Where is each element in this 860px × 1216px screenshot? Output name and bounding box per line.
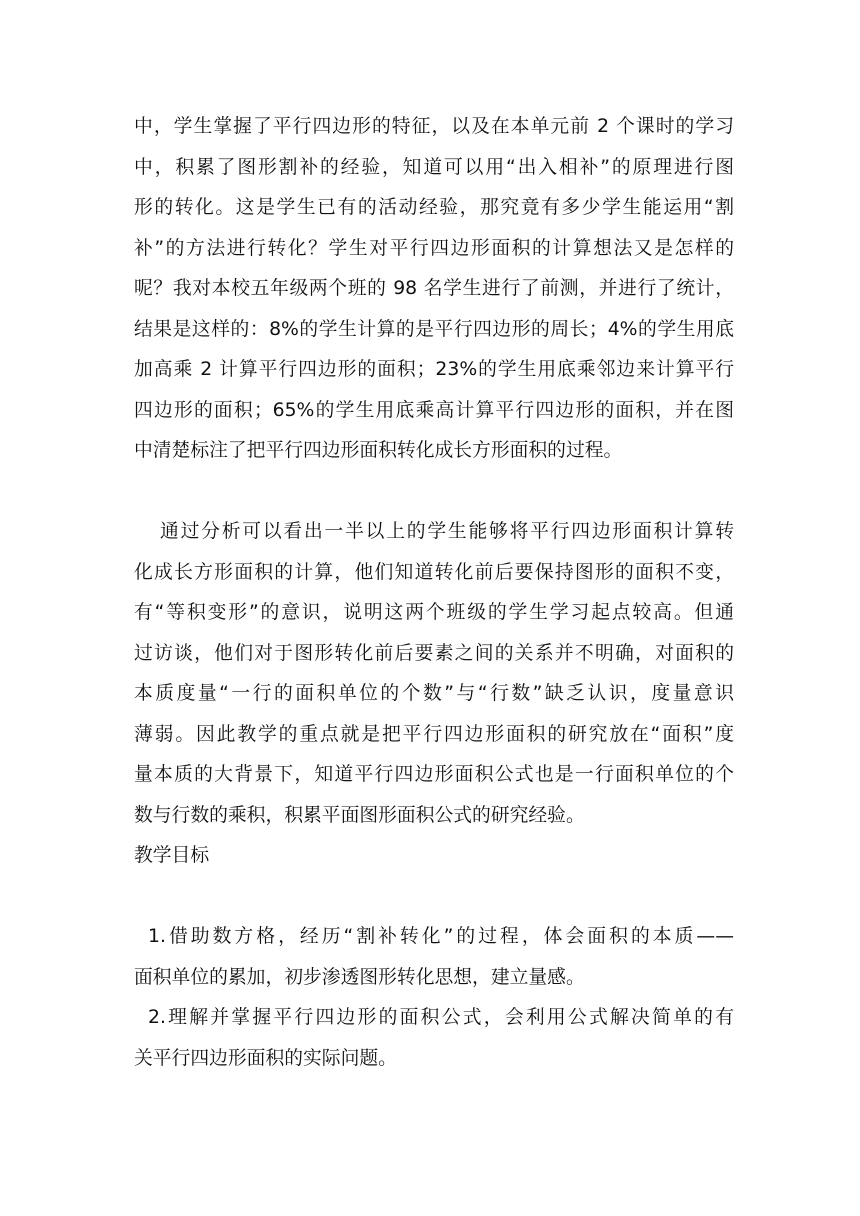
text-line: 有“等积变形”的意识，说明这两个班级的学生学习起点较高。但通 <box>134 602 734 623</box>
text-line: 薄弱。因此教学的重点就是把平行四边形面积的研究放在“面积”度 <box>134 723 734 745</box>
teaching-goal-1 <box>134 917 734 998</box>
paragraph-learning-start-analysis <box>134 512 734 836</box>
teaching-goal-2 <box>134 998 734 1079</box>
text-line: 过访谈，他们对于图形转化前后要素之间的关系并不明确，对面积的 <box>134 642 734 664</box>
text-line: 数与行数的乘积，积累平面图形面积公式的研究经验。 <box>134 804 585 826</box>
text-line: 中，学生掌握了平行四边形的特征，以及在本单元前 2 个课时的学习 <box>134 116 734 137</box>
text-line: 中清楚标注了把平行四边形面积转化成长方形面积的过程。 <box>134 440 623 461</box>
text-line: 形的转化。这是学生已有的活动经验，那究竟有多少学生能运用“割 <box>134 197 734 218</box>
text-line: 中，积累了图形割补的经验，知道可以用“出入相补”的原理进行图 <box>134 156 734 178</box>
section-heading: 教学目标 <box>134 845 210 866</box>
text-line: 呢？我对本校五年级两个班的 98 名学生进行了前测，并进行了统计， <box>134 278 734 299</box>
text-line: 2.理解并掌握平行四边形的面积公式，会利用公式解决简单的有 <box>148 1007 734 1028</box>
text-line: 面积单位的累加，初步渗透图形转化思想，建立量感。 <box>134 966 585 988</box>
text-line: 补”的方法进行转化？学生对平行四边形面积的计算想法又是怎样的 <box>134 237 734 259</box>
text-line: 量本质的大背景下，知道平行四边形面积公式也是一行面积单位的个 <box>134 764 734 785</box>
text-line: 加高乘 2 计算平行四边形的面积；23%的学生用底乘邻边来计算平行 <box>134 359 734 380</box>
text-line: 通过分析可以看出一半以上的学生能够将平行四边形面积计算转 <box>160 521 734 542</box>
text-line: 关平行四边形面积的实际问题。 <box>134 1047 397 1069</box>
text-line: 化成长方形面积的计算，他们知道转化前后要保持图形的面积不变， <box>134 561 734 583</box>
text-line: 结果是这样的：8%的学生计算的是平行四边形的周长；4%的学生用底 <box>134 318 734 340</box>
text-line: 四边形的面积；65%的学生用底乘高计算平行四边形的面积，并在图 <box>134 399 734 421</box>
paragraph-pretest-analysis <box>134 107 734 472</box>
text-line: 本质度量“一行的面积单位的个数”与“行数”缺乏认识，度量意识 <box>134 683 734 704</box>
text-line: 1.借助数方格，经历“割补转化”的过程，体会面积的本质—— <box>148 926 734 947</box>
